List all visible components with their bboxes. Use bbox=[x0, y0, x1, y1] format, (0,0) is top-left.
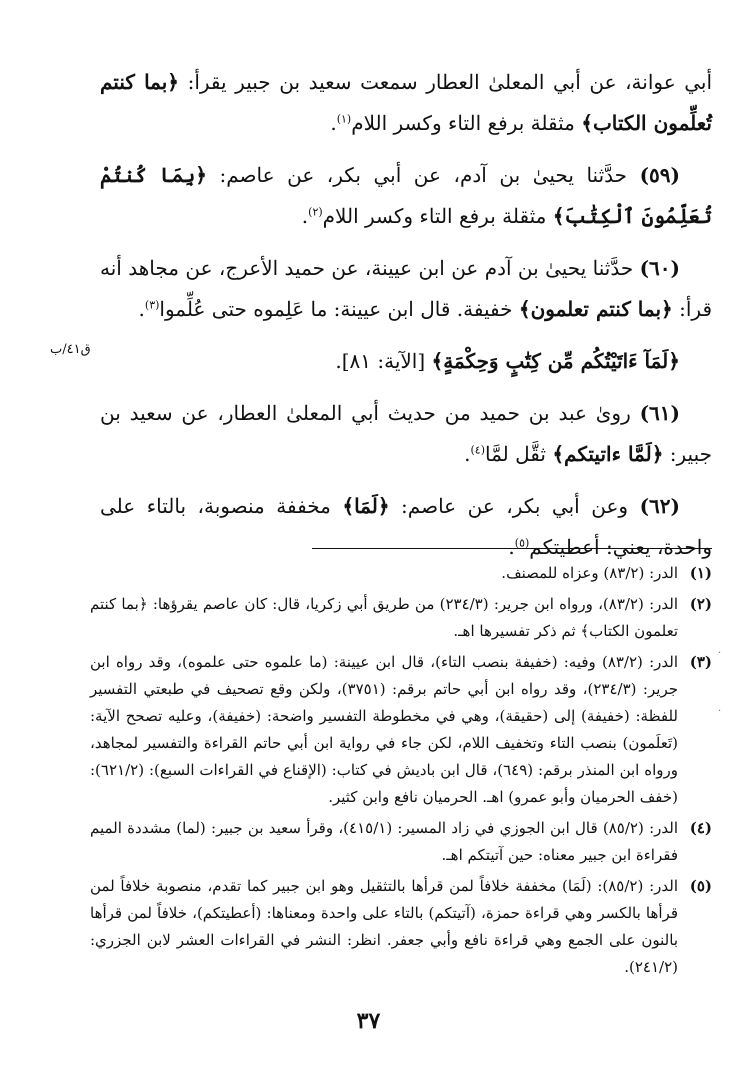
quran-verse: ﴿لَمَآ ءَاتَيْتُكُم مِّن كِتَٰبٍ وَحِكْمَةٍ﴾ bbox=[431, 349, 680, 373]
footnote-mark: (٣) bbox=[689, 653, 712, 671]
quran-quote: ﴿بِمَا كُنتُمْ تُعَلِّمُونَ ٱلْكِتَٰبَ﴾ bbox=[100, 163, 712, 228]
scan-speck: · bbox=[718, 648, 722, 659]
footnote-divider bbox=[312, 548, 712, 549]
footnote-text: الدر: (٨٥/٢) قال ابن الجوزي في زاد المسير: (٤١٥/١)، وقرأ سعيد بن جبير: (لما) مشددة الميم فقراءة ابن جبير معناه: حين آتيتكم اهـ. bbox=[90, 819, 678, 864]
footnote-mark: (٤) bbox=[689, 819, 712, 837]
footnote-4 bbox=[90, 815, 712, 869]
paragraph-61: (٦١) روىٰ عبد بن حميد من حديث أبي المعلىٰ العطار، عن سعيد بن جبير: ﴿لَمَّا ءاتيتكم﴾ ثقَّل لمَّا$^{(٤)}$. bbox=[100, 401, 712, 466]
paragraph-62: (٦٢) وعن أبي بكر، عن عاصم: ﴿لَمَا﴾ مخففة منصوبة، بالتاء على واحدة، يعني: أعطيتكم$^{(٥)}$. bbox=[100, 494, 712, 559]
narration-number: (٦١) bbox=[639, 401, 680, 425]
page-number: ٣٧ bbox=[356, 1008, 381, 1034]
scan-speck: · bbox=[718, 706, 722, 717]
verse-heading bbox=[100, 341, 712, 382]
quran-quote: ﴿لَمَا﴾ bbox=[342, 494, 390, 518]
footnote-ref[interactable]: (١) bbox=[336, 112, 352, 126]
footnote-ref[interactable]: (٥) bbox=[514, 536, 530, 550]
narration-number: (٦٢) bbox=[639, 494, 680, 518]
main-text bbox=[100, 62, 712, 579]
footnote-ref[interactable]: (٣) bbox=[144, 298, 160, 312]
footnote-mark: (٢) bbox=[689, 595, 712, 613]
paragraph-1: أبي عوانة، عن أبي المعلىٰ العطار سمعت سعيد بن جبير يقرأ: ﴿بما كنتم تُعلِّمون الكتاب﴾ مثقلة برفع التاء وكسر اللام$^{(١)}$. bbox=[100, 70, 713, 135]
verse-reference: [الآية: ٨١]. bbox=[335, 349, 432, 373]
footnote-text: الدر: (٨٣/٢) وعزاه للمصنف. bbox=[501, 564, 678, 582]
paragraph-60: (٦٠) حدَّثنا يحيىٰ بن آدم عن ابن عيينة، عن حميد الأعرج، عن مجاهد أنه قرأ: ﴿بما كنتم تعلمون﴾ خفيفة. قال ابن عيينة: ما عَلِموه حتى عُلِّموا$^{(٣)}$. bbox=[100, 256, 712, 321]
quran-quote: ﴿بما كنتم تُعلِّمون الكتاب﴾ bbox=[100, 70, 712, 135]
footnotes bbox=[90, 560, 712, 985]
footnote-ref[interactable]: (٢) bbox=[308, 205, 323, 219]
footnote-text: الدر: (٨٣/٢) وفيه: (خفيفة بنصب التاء)، قال ابن عيينة: (ما علموه حتى علموه)، وقد رواه ابن جرير: (٢٣٤/٣)، وقد رواه ابن أبي حاتم برقم: (٣٧٥١)، ولكن وقع تصحيف في طبعتي التفسير للفظة: (خفيفة) إلى (حقيقة)، وهي في مخطوطة التفسير واضحة: (خفيفة)، وعليه تصحح الآية: (تَعلَمون) بنصب التاء وتخفيف اللام، لكن جاء في رواية ابن أبي حاتم القراءة والتفسير لمجاهد، ورواه ابن المنذر برقم: (٦٤٩)، قال ابن باديش في كتاب: (الإقناع في القراءات السبع): (٦٢١/٢): (خفف الحرميان وأبو عمرو) اهـ. الحرميان نافع وابن كثير. bbox=[90, 653, 679, 806]
footnote-text: الدر: (٨٣/٢)، ورواه ابن جرير: (٢٣٤/٣) من طريق أبي زكريا، قال: كان عاصم يقرؤها: ﴿بما كنتم تعلمون الكتاب﴾ ثم ذكر تفسيرها اهـ. bbox=[90, 595, 678, 640]
quran-quote: ﴿لَمَّا ءاتيتكم﴾ bbox=[552, 442, 664, 466]
footnote-mark: (١) bbox=[689, 564, 712, 582]
footnote-5 bbox=[90, 873, 712, 981]
paragraph-59: (٥٩) حدَّثنا يحيىٰ بن آدم، عن أبي بكر، عن عاصم: ﴿بِمَا كُنتُمْ تُعَلِّمُونَ ٱلْكِتَٰبَ﴾ مثقلة برفع التاء وكسر اللام$^{(٢)}$. bbox=[100, 163, 712, 228]
quran-quote: ﴿بما كنتم تعلمون﴾ bbox=[518, 297, 673, 321]
footnote-1 bbox=[90, 560, 712, 587]
footnote-mark: (٥) bbox=[689, 877, 712, 895]
footnote-2 bbox=[90, 591, 712, 645]
footnote-ref[interactable]: (٤) bbox=[470, 443, 486, 457]
footnote-3 bbox=[90, 649, 712, 811]
footnote-text: الدر: (٨٥/٢): (لَمَا) مخففة خلافاً لمن قرأها بالتثقيل وهو ابن جبير كما تقدم، منصوبة خلافاً لمن قرأها بالكسر وهي قراءة حمزة، (آتيتكم) بالتاء على واحدة ومعناها: (أعطيتكم)، خلافاً لمن قرأها بالنون على الجمع وهي قراءة نافع وأبي جعفر. انظر: النشر في القراءات العشر لابن الجزري: (٢٤١/٢). bbox=[90, 877, 678, 976]
narration-number: (٥٩) bbox=[639, 163, 680, 187]
narration-number: (٦٠) bbox=[639, 256, 680, 280]
manuscript-folio-note: ق٤١/ب bbox=[50, 342, 91, 357]
